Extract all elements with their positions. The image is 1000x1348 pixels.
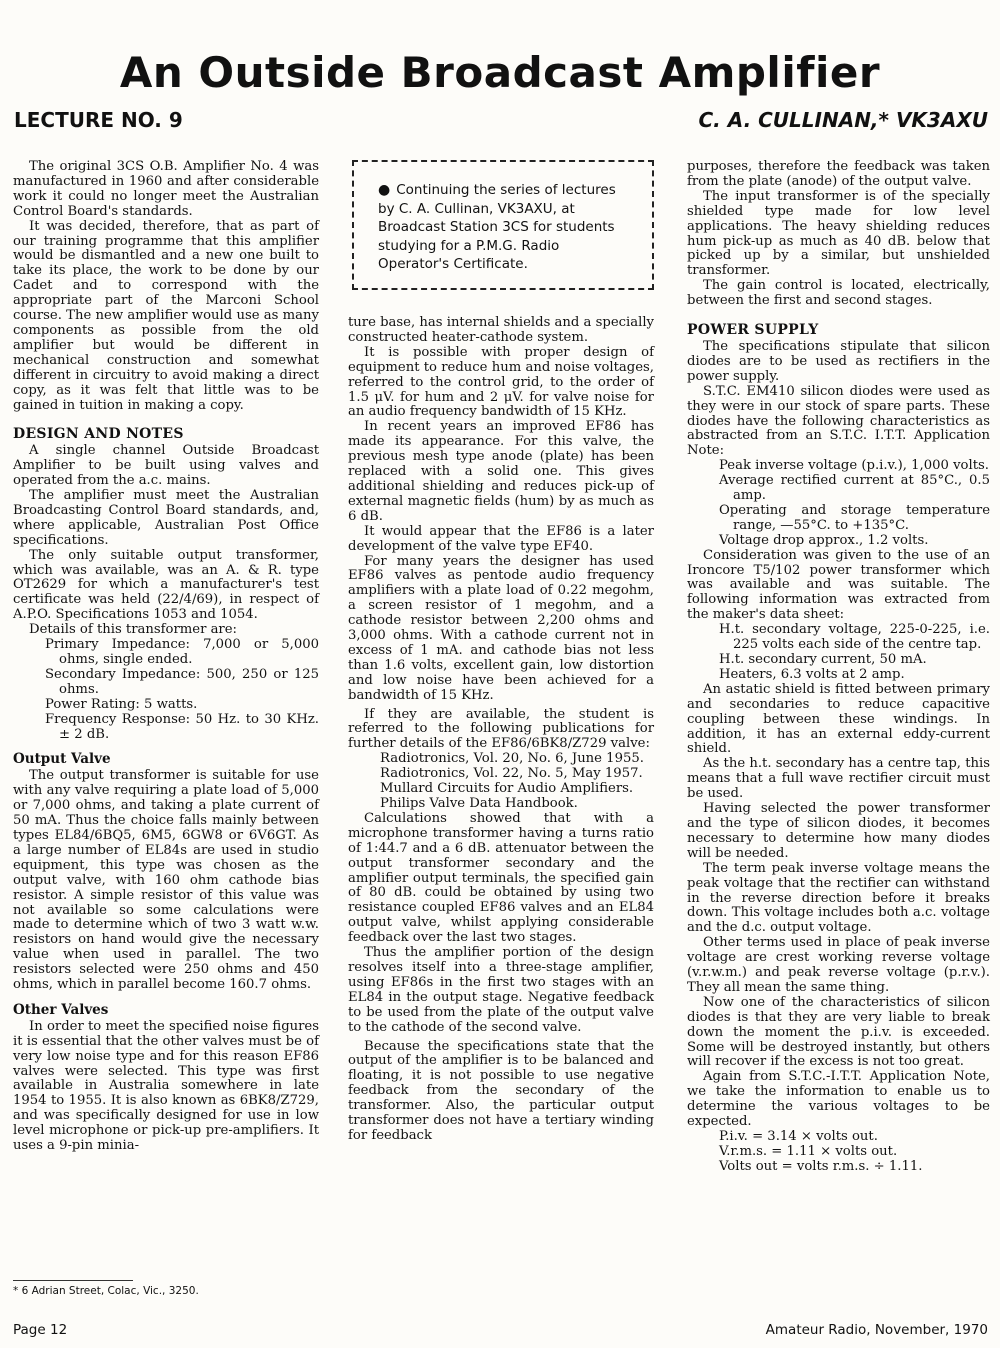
column-3 — [687, 160, 990, 1175]
paragraph: Other terms used in place of peak inverse voltage are crest working reverse voltage (v.r.w.m.) and peak reverse voltage (p.r.v.). They all mean the same thing. — [687, 935, 990, 995]
paragraph: It was decided, therefore, that as part of our training programme that this amplifier would be dismantled and a new one built to take its place, the work to be done by our Cadet and to correspond with the appropriate part of the Marconi School course. The new amplifier would use as many components as possible from the old amplifier but would be different in mechanical construction and somewhat different in circuitry to avoid making a direct copy, as it was felt that little was to be gained in tuition in making a copy. — [13, 218, 319, 413]
spec-item: Frequency Response: 50 Hz. to 30 KHz. ± 2 dB. — [45, 711, 319, 742]
paragraph: It is possible with proper design of equipment to reduce hum and noise voltages, referred to the control grid, to the order of 1.5 μV. for hum and 2 μV. for valve noise for an audio frequency bandwidth of 15 KHz. — [348, 344, 654, 420]
reference-item: Mullard Circuits for Audio Amplifiers. — [380, 781, 634, 797]
bullet-icon: ● — [378, 182, 391, 198]
paragraph: ture base, has internal shields and a specially constructed heater-cathode system. — [348, 315, 654, 345]
subheading-output-valve: Output Valve — [13, 751, 111, 768]
publication-info: Amateur Radio, November, 1970 — [765, 1322, 988, 1338]
paragraph: Now one of the characteristics of silicon diodes is that they are very liable to break down the moment the p.i.v. is exceeded. Some will be destroyed instantly, but others will recover if the excess is not too great. — [687, 994, 990, 1070]
paragraph: In recent years an improved EF86 has made its appearance. For this valve, the previous mesh type anode (plate) has been replaced with a solid one. This gives additional shielding and reduces pick-up of external magnetic fields (hum) by as much as 6 dB. — [348, 419, 654, 524]
paragraph: The specifications stipulate that silicon diodes are to be used as rectifiers in the power supply. — [687, 338, 990, 384]
callout-body: Continuing the series of lectures by C. A. Cullinan, VK3AXU, at Broadcast Station 3CS for students studying for a P.M.G. Radio Operator's Certificate. — [378, 182, 616, 272]
footnote: * 6 Adrian Street, Colac, Vic., 3250. — [13, 1285, 199, 1297]
paragraph: The gain control is located, electrically, between the first and second stages. — [687, 278, 990, 309]
paragraph: It would appear that the EF86 is a later development of the valve type EF40. — [348, 523, 654, 554]
paragraph: A single channel Outside Broadcast Amplifier to be built using valves and operated from the a.c. mains. — [13, 443, 319, 489]
callout-text — [378, 181, 630, 274]
column-2 — [348, 316, 654, 1144]
subheading-other-valves: Other Valves — [13, 1001, 109, 1018]
paragraph: If they are available, the student is referred to the following publications for further details of the EF86/6BK8/Z729 valve: — [348, 706, 654, 752]
article-title: An Outside Broadcast Amplifier — [119, 48, 881, 97]
diode-spec: Peak inverse voltage (p.i.v.), 1,000 volts. — [719, 458, 989, 474]
paragraph: The original 3CS O.B. Amplifier No. 4 was manufactured in 1960 and after considerable work it could no longer meet the Australian Control Board's standards. — [13, 159, 319, 219]
paragraph: purposes, therefore the feedback was taken from the plate (anode) of the output valve. — [687, 159, 990, 189]
paragraph: In order to meet the specified noise figures it is essential that the other valves must be of very low noise type and for this reason EF86 valves were selected. This type was first available in Australia somewhere in late 1954 to 1955. It is also known as 6BK8/Z729, and was specifically designed for use in low level microphone or pick-up pre-amplifiers. It uses a 9-pin minia- — [13, 1018, 319, 1154]
paragraph: As the h.t. secondary has a centre tap, this means that a full wave rectifier circuit must be used. — [687, 756, 990, 802]
paragraph: Again from S.T.C.-I.T.T. Application Note, we take the information to enable us to determine the various voltages to be expected. — [687, 1069, 990, 1130]
formula: P.i.v. = 3.14 × volts out. — [719, 1129, 878, 1144]
page-number: Page 12 — [13, 1322, 68, 1338]
reference-item: Radiotronics, Vol. 20, No. 6, June 1955. — [380, 751, 644, 767]
diode-spec: Operating and storage temperature range, —55°C. to +135°C. — [719, 502, 990, 533]
paragraph: An astatic shield is fitted between primary and secondaries to reduce capacitive coupling between these windings. In addition, it has an external eddy-current shield. — [687, 681, 990, 757]
transformer-spec: H.t. secondary current, 50 mA. — [719, 652, 927, 667]
spec-item: Power Rating: 5 watts. — [45, 696, 198, 712]
diode-spec: Voltage drop approx., 1.2 volts. — [719, 532, 929, 548]
transformer-spec: H.t. secondary voltage, 225-0-225, i.e. 225 volts each side of the centre tap. — [719, 622, 990, 653]
reference-item: Radiotronics, Vol. 22, No. 5, May 1957. — [380, 766, 643, 782]
spec-item: Primary Impedance: 7,000 or 5,000 ohms, single ended. — [45, 637, 319, 667]
paragraph: Consideration was given to the use of an Ironcore T5/102 power transformer which was available and was suitable. The following information was extracted from the maker's data sheet: — [687, 547, 990, 623]
spec-item: Secondary Impedance: 500, 250 or 125 ohms. — [45, 666, 319, 697]
column-1 — [13, 160, 319, 1154]
paragraph: Having selected the power transformer and the type of silicon diodes, it becomes necessary to determine how many diodes will be needed. — [687, 801, 990, 861]
formula: V.r.m.s. = 1.11 × volts out. — [719, 1143, 898, 1159]
paragraph: Because the specifications state that the output of the amplifier is to be balanced and floating, it is not possible to use negative feedback from the secondary of the transformer. Also, the particular output transformer does not have a tertiary winding for feedback — [348, 1038, 654, 1143]
paragraph: S.T.C. EM410 silicon diodes were used as they were in our stock of spare parts. These diodes have the following characteristics as abstracted from an S.T.C. I.T.T. Application Note: — [687, 383, 990, 459]
paragraph: The output transformer is suitable for use with any valve requiring a plate load of 5,000 or 7,000 ohms, and taking a plate current of 50 mA. Thus the choice falls mainly between types EL84/6BQ5, 6M5, 6GW8 or 6V6GT. As a large number of EL84s are used in studio equipment, this type was chosen as the output valve, with 160 ohm cathode bias resistor. A simple resistor of this value was not available so some calculations were made to determine which of two 3 watt w.w. resistors on hand would give the necessary value when used in parallel. The two resistors selected were 250 ohms and 450 ohms, which in parallel become 160.7 ohms. — [13, 768, 319, 993]
paragraph: Thus the amplifier portion of the design resolves itself into a three-stage amplifier, using EF86s in the first two stages with an EL84 in the output stage. Negative feedback to be used from the plate of the output valve to the cathode of the second valve. — [348, 945, 654, 1035]
lecture-number: LECTURE NO. 9 — [14, 108, 183, 132]
reference-item: Philips Valve Data Handbook. — [380, 796, 578, 811]
paragraph: The amplifier must meet the Australian Broadcasting Control Board standards, and, where applicable, Australian Post Office specifications. — [13, 488, 319, 548]
section-heading-power-supply: POWER SUPPLY — [687, 322, 819, 339]
footnote-rule — [13, 1280, 133, 1281]
paragraph: The only suitable output transformer, which was available, was an A. & R. type OT2629 for which a manufacturer's test certificate was held (22/4/69), in respect of A.P.O. Specifications 1053 and 1054. — [13, 547, 319, 623]
section-heading-design: DESIGN AND NOTES — [13, 426, 184, 443]
paragraph: For many years the designer has used EF86 valves as pentode audio frequency amplifiers with a plate load of 0.22 megohm, a screen resistor of 1 megohm, and a cathode resistor between 2,200 ohms and 3,000 ohms. With a cathode current not in excess of 1 mA. and cathode bias not less than 1.6 volts, excellent gain, low distortion and low noise have been achieved for a bandwidth of 15 KHz. — [348, 553, 654, 703]
diode-spec: Average rectified current at 85°C., 0.5 amp. — [719, 473, 990, 504]
author-byline: C. A. CULLINAN,* VK3AXU — [698, 108, 988, 132]
formula: Volts out = volts r.m.s. ÷ 1.11. — [719, 1158, 923, 1174]
paragraph: The term peak inverse voltage means the peak voltage that the rectifier can withstand in the reverse direction before it breaks down. This voltage includes both a.c. voltage and the d.c. output voltage. — [687, 860, 990, 936]
transformer-spec: Heaters, 6.3 volts at 2 amp. — [719, 666, 905, 682]
paragraph: Calculations showed that with a microphone transformer having a turns ratio of 1:44.7 and a 6 dB. attenuator between the output transformer secondary and the amplifier output terminals, the specified gain of 80 dB. could be obtained by using two resistance coupled EF86 valves and an EL84 output valve, whilst applying considerable feedback over the last two stages. — [348, 810, 654, 946]
paragraph: Details of this transformer are: — [29, 622, 237, 638]
paragraph: The input transformer is of the specially shielded type made for low level applications. The heavy shielding reduces hum pick-up as much as 40 dB. below that picked up by a similar, but unshielded transformer. — [687, 188, 990, 279]
